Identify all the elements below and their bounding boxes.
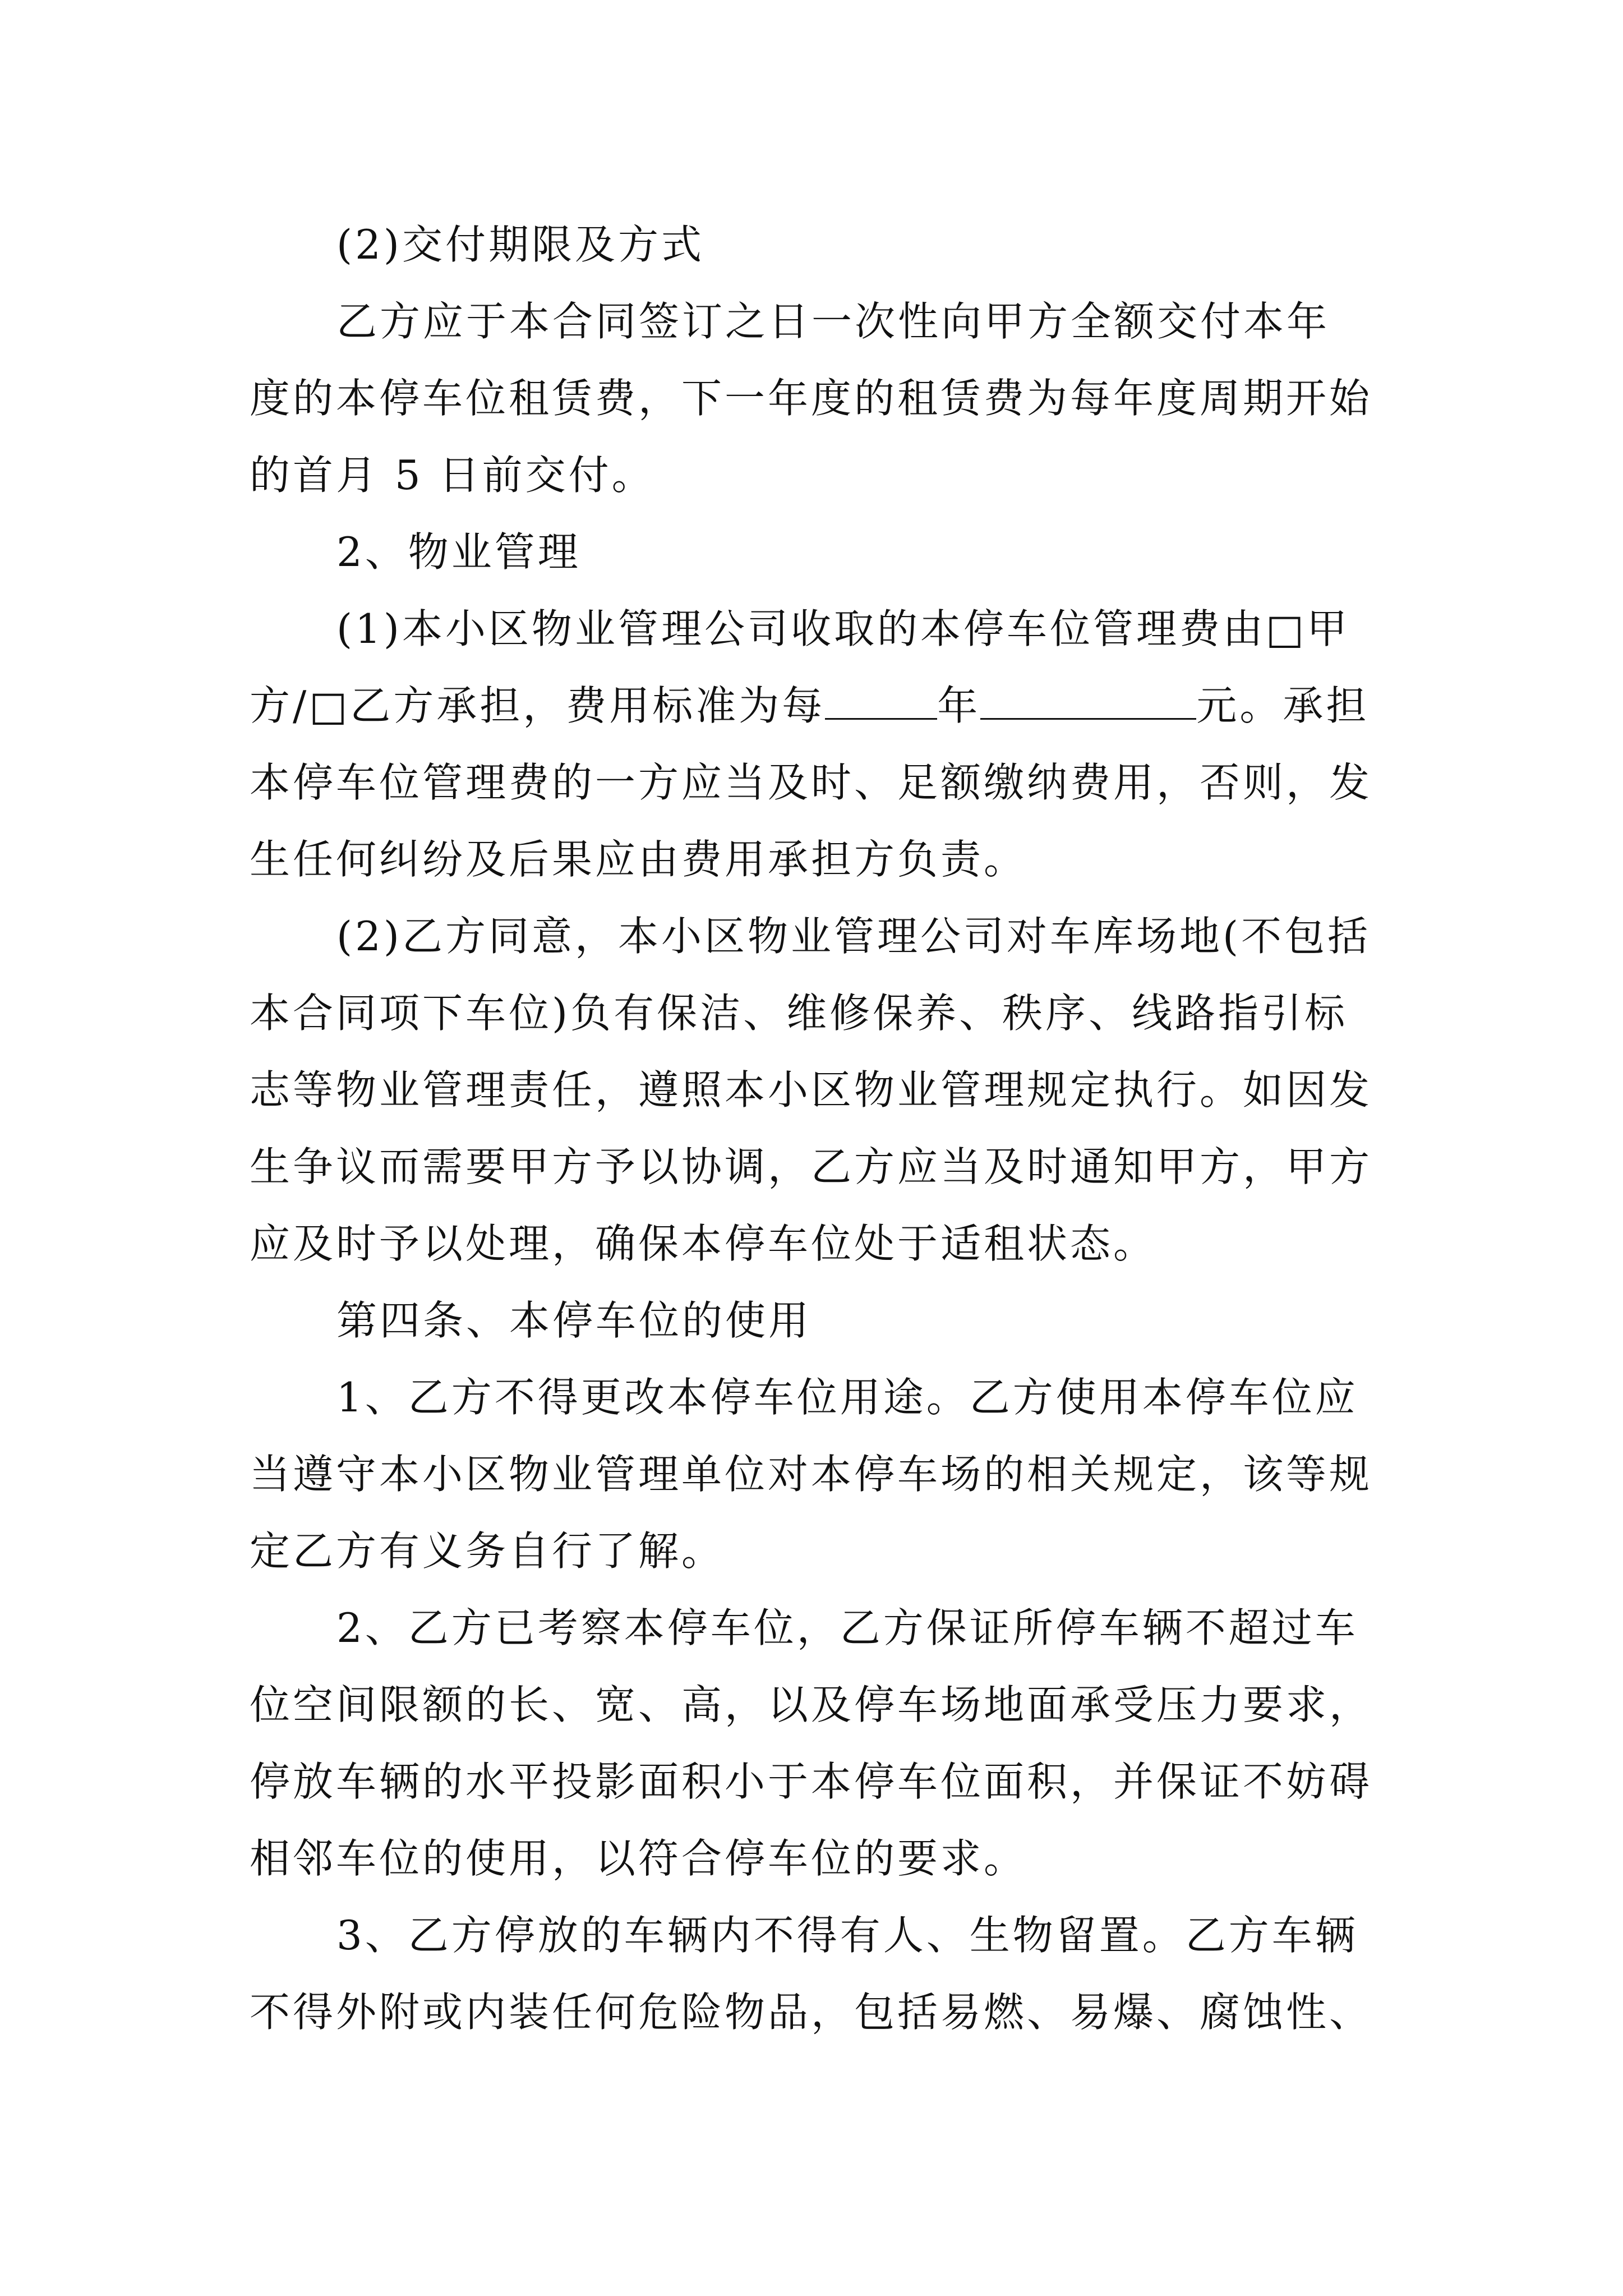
text-line: 1、乙方不得更改本停车位用途。乙方使用本停车位应 bbox=[336, 1374, 1358, 1421]
text-line: 志等物业管理责任，遵照本小区物业管理规定执行。如因发 bbox=[250, 1066, 1373, 1114]
document-body bbox=[250, 206, 1394, 2051]
text-line: 停放车辆的水平投影面积小于本停车位面积，并保证不妨碍 bbox=[250, 1758, 1373, 1805]
text-line-with-blanks bbox=[250, 668, 1394, 744]
text-line: 2、乙方已考察本停车位，乙方保证所停车辆不超过车 bbox=[336, 1604, 1358, 1651]
text-line: 定乙方有义务自行了解。 bbox=[250, 1527, 725, 1575]
text-line: 相邻车位的使用，以符合停车位的要求。 bbox=[250, 1835, 1027, 1882]
text-line: 生任何纠纷及后果应由费用承担方负责。 bbox=[250, 836, 1027, 883]
text-fragment: 元。承担 bbox=[1196, 682, 1370, 729]
text-line: 的首月 5 日前交付。 bbox=[250, 452, 655, 499]
text-line: 本停车位管理费的一方应当及时、足额缴纳费用，否则，发 bbox=[250, 759, 1373, 806]
fill-in-blank bbox=[825, 683, 937, 720]
text-line: 不得外附或内装任何危险物品，包括易燃、易爆、腐蚀性、 bbox=[250, 1989, 1373, 2036]
text-line: 度的本停车位租赁费，下一年度的租赁费为每年度周期开始 bbox=[250, 375, 1373, 422]
text-line: (1)本小区物业管理公司收取的本停车位管理费由□甲 bbox=[336, 605, 1350, 652]
heading-payment-terms: (2)交付期限及方式 bbox=[336, 221, 704, 268]
text-line: 本合同项下车位)负有保洁、维修保养、秩序、线路指引标 bbox=[250, 990, 1348, 1037]
text-line: 乙方应于本合同签订之日一次性向甲方全额交付本年 bbox=[336, 298, 1330, 345]
text-line: 生争议而需要甲方予以协调，乙方应当及时通知甲方，甲方 bbox=[250, 1143, 1373, 1190]
text-fragment: 方/□乙方承担，费用标准为每 bbox=[250, 682, 826, 729]
text-line: (2)乙方同意，本小区物业管理公司对车库场地(不包括 bbox=[336, 913, 1371, 960]
text-fragment: 年 bbox=[937, 682, 981, 729]
heading-article-four: 第四条、本停车位的使用 bbox=[336, 1297, 812, 1344]
text-line: 3、乙方停放的车辆内不得有人、生物留置。乙方车辆 bbox=[336, 1912, 1358, 1959]
heading-property-management: 2、物业管理 bbox=[336, 528, 581, 576]
text-line: 位空间限额的长、宽、高，以及停车场地面承受压力要求， bbox=[250, 1681, 1373, 1728]
text-line: 应及时予以处理，确保本停车位处于适租状态。 bbox=[250, 1220, 1157, 1267]
text-line: 当遵守本小区物业管理单位对本停车场的相关规定，该等规 bbox=[250, 1451, 1373, 1498]
fill-in-blank bbox=[980, 683, 1196, 720]
